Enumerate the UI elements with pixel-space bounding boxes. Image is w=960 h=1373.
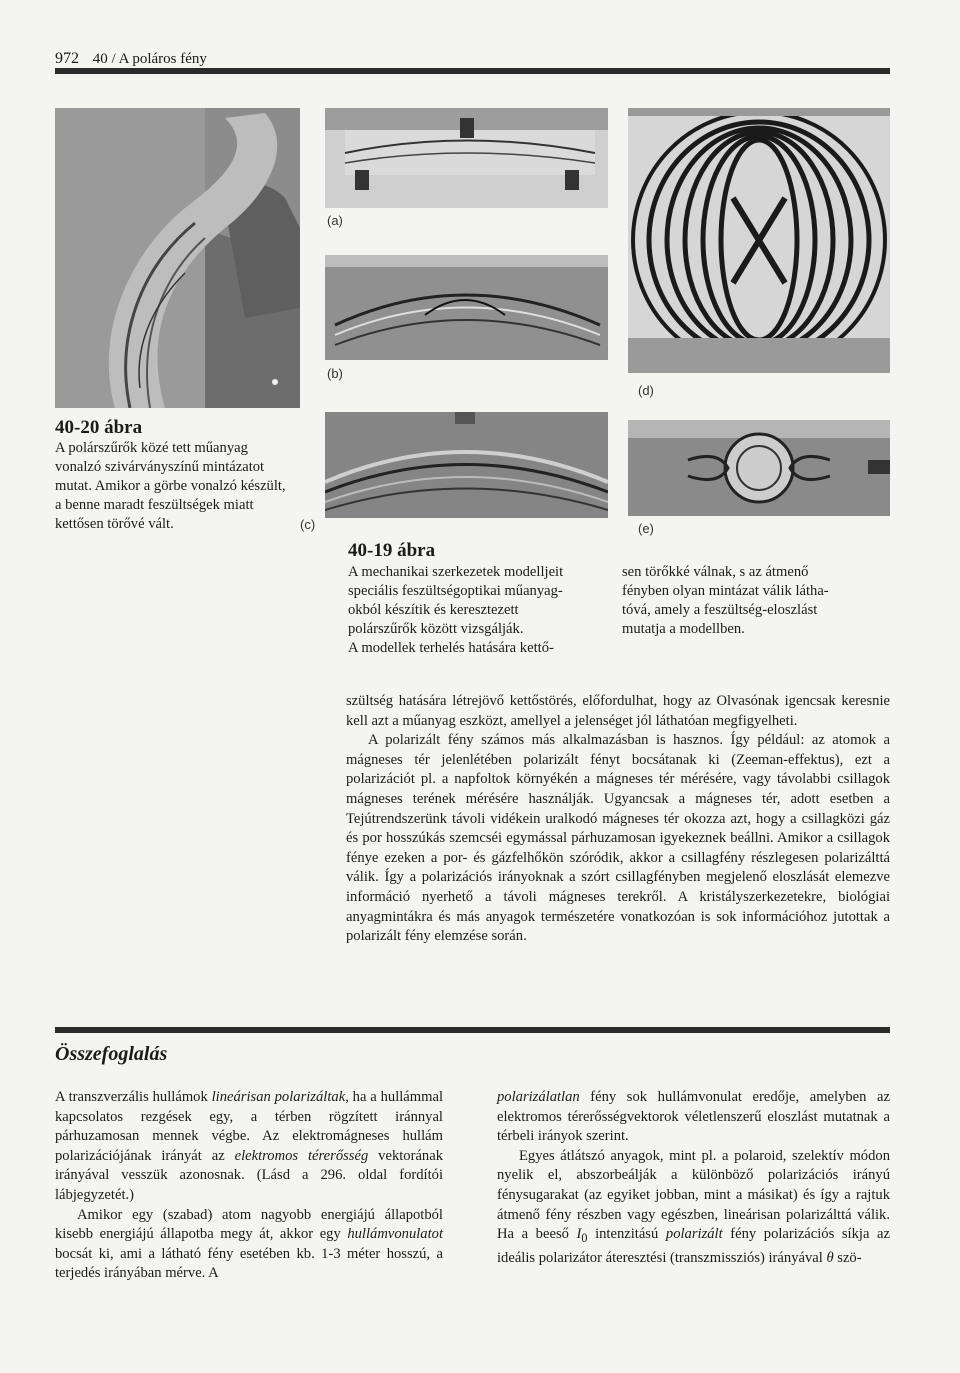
figure-40-19-title: 40-19 ábra [348, 540, 436, 561]
figure-40-19-col2 [622, 563, 890, 639]
caption-line: A modellek terhelés hatására kettő- [348, 640, 554, 656]
figure-40-19-col1 [348, 563, 608, 658]
summary-title: Összefoglalás [55, 1043, 168, 1065]
caption-line: mutatja a modellben. [622, 621, 745, 637]
panel-d-label: (d) [638, 383, 654, 398]
caption-line: speciális feszültségoptikai műanyag- [348, 583, 563, 599]
panel-b-label: (b) [327, 366, 343, 381]
panel-a-label: (a) [327, 213, 343, 228]
caption-line: sen törőkké válnak, s az átmenő [622, 564, 809, 580]
summary-left-column [55, 1088, 443, 1284]
panel-a-photo [325, 108, 608, 208]
ruler-photo-graphic [55, 108, 300, 408]
summary-left-paragraph-2: Amikor egy (szabad) atom nagyobb energiájú állapotból kisebb energiájú állapotba megy át, akkor egy hullámvonulatot bocsát ki, ami a látható fény esetében kb. 1-3 méter hosszú, a terjedés irányában mérve. A [55, 1206, 443, 1282]
figure-40-20-caption [55, 417, 295, 534]
caption-line: okból készítik és keresztezett [348, 602, 519, 618]
body-paragraph-2: A polarizált fény számos más alkalmazásban is hasznos. Így például: az atomok a mágneses tér jelenlétében polarizált fényt bocsátanak ki (Zeeman-effektus), ezt a polarizációt pl. a napfoltok környékén a mágneses tér mérésére, vagy távolabbi csillagok mágneses terének mérésére használják. Ugyancsak a mágneses tér, adott esetben a Tejútrendszerünk távoli vidékein uralkodó mágneses tér okozza azt, hogy a csillagközi gáz és por hosszúkás szemcséi egymással párhuzamosan igyekeznek beállni. Amikor a csillagok fénye ezeken a por- és gázfelhőkön szóródik, akkor a csillagfény részlegesen polarizálttá válik. Így a polarizációs irányoknak a szórt csillagfényben megjelenő eloszlását elemezve információ nyerhető a távoli mágneses terekről. A kristályszerkezetekre, biológiai anyagmintákra és más anyagok természetére vonatkozóan is sok információhoz jutottak a polarizált fény elemzése során. [346, 732, 890, 945]
caption-line: A mechanikai szerkezetek modelljeit [348, 564, 564, 580]
summary-left-paragraph-1: A transzverzális hullámok lineárisan polarizáltak, ha a hullámmal kapcsolatos rezgések egy, a térben rögzített iránnyal párhuzamosan mennek végbe. Az elektromágneses hullám polarizációjának irányát az elektromos térerősség vektorának irányával vesszük azonosnak. (Lásd a 296. oldal fordítói lábjegyzetét.) [55, 1089, 444, 1203]
caption-line: tóvá, amely a feszültség-eloszlást [622, 602, 818, 618]
running-title: 40 / A poláros fény [92, 51, 207, 67]
body-text [346, 692, 890, 947]
panel-c-photo [325, 412, 608, 518]
panel-e-photo [628, 420, 890, 516]
section-rule [55, 1027, 890, 1033]
panel-c-graphic [325, 412, 608, 518]
ruler-photo [55, 108, 300, 408]
caption-line: polárszűrők között vizsgálják. [348, 621, 524, 637]
page-number: 972 [55, 50, 79, 67]
panel-a-graphic [325, 108, 608, 208]
running-header [55, 50, 207, 68]
figure-40-20-title: 40-20 ábra [55, 417, 143, 438]
panel-c-label: (c) [300, 517, 316, 532]
summary-right-paragraph-1: polarizálatlan fény sok hullámvonulat eredője, amelyben az elektromos térerősségvektorok véletlenszerű eloszlást mutatnak a térbeli irányok szerint. [497, 1089, 890, 1145]
caption-line: fényben olyan mintázat válik látha- [622, 583, 829, 599]
panel-d-graphic [628, 108, 890, 373]
header-rule [55, 68, 890, 74]
summary-right-column [497, 1088, 890, 1268]
panel-e-label: (e) [638, 521, 654, 536]
summary-right-paragraph-2: Egyes átlátszó anyagok, mint pl. a polaroid, szelektív módon nyelik el, abszorbeálják a különböző polarizációs irányú fénysugarakat (az egyiket jobban, mint a másikat) és így a rajtuk átmenő fény részben vagy egészben, lineárisan polarizálttá válik. Ha a beeső $I_0$ intenzitású polarizált fény polarizációs síkja az ideális polarizátor áteresztési (transzmissziós) irányával θ szö- [497, 1147, 890, 1266]
figure-40-20-text: A polárszűrők közé tett műanyag vonalzó szivárványszínű mintázatot mutat. Amikor a görbe vonalzó készült, a benne maradt feszültségek miatt kettősen törővé vált. [55, 440, 286, 532]
panel-b-graphic [325, 255, 608, 360]
panel-e-graphic [628, 420, 890, 516]
panel-b-photo [325, 255, 608, 360]
body-paragraph-1: szültség hatására létrejövő kettőstörés, előfordulhat, hogy az Olvasónak igencsak keresnie kell azt a műanyag eszközt, amellyel a jelenséget jól láthatóan megfigyelheti. [346, 693, 890, 729]
panel-d-photo [628, 108, 890, 373]
